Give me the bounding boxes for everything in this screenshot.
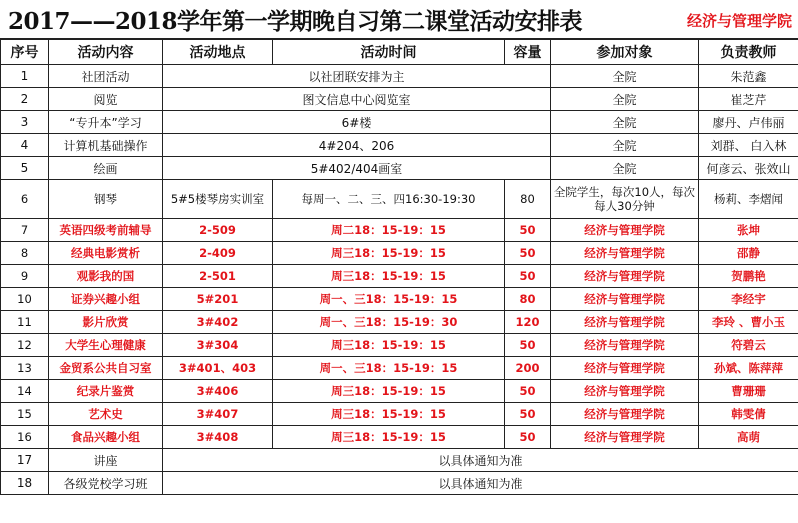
- row-capacity: 200: [505, 357, 551, 380]
- row-time: 周三18：15-19：15: [273, 334, 505, 357]
- row-location: 5#5楼琴房实训室: [163, 180, 273, 219]
- row-content: 讲座: [49, 449, 163, 472]
- row-location-time: 4#204、206: [163, 134, 551, 157]
- row-no: 14: [1, 380, 49, 403]
- row-teacher: 曹珊珊: [699, 380, 798, 403]
- row-no: 3: [1, 111, 49, 134]
- table-body: [1, 65, 798, 495]
- row-teacher: 何彦云、张效山: [699, 157, 798, 180]
- row-location: 3#401、403: [163, 357, 273, 380]
- row-location: 3#406: [163, 380, 273, 403]
- row-location-time: 6#楼: [163, 111, 551, 134]
- row-content: 观影我的国: [49, 265, 163, 288]
- schedule-table: [0, 39, 798, 495]
- row-time: 周三18：15-19：15: [273, 426, 505, 449]
- row-content: 大学生心理健康: [49, 334, 163, 357]
- row-teacher: 孙斌、陈萍萍: [699, 357, 798, 380]
- row-target: 全院: [551, 134, 699, 157]
- row-no: 6: [1, 180, 49, 219]
- row-location: 3#408: [163, 426, 273, 449]
- header-teacher: 负责教师: [699, 40, 798, 65]
- row-no: 15: [1, 403, 49, 426]
- table-row: [1, 288, 798, 311]
- table-row: [1, 403, 798, 426]
- row-no: 7: [1, 219, 49, 242]
- row-location: 3#402: [163, 311, 273, 334]
- row-location: 3#304: [163, 334, 273, 357]
- row-location: 5#201: [163, 288, 273, 311]
- table-row: [1, 357, 798, 380]
- row-no: 8: [1, 242, 49, 265]
- row-target: 经济与管理学院: [551, 242, 699, 265]
- row-no: 5: [1, 157, 49, 180]
- row-content: 食品兴趣小组: [49, 426, 163, 449]
- row-location-time: 图文信息中心阅览室: [163, 88, 551, 111]
- row-content: 艺术史: [49, 403, 163, 426]
- table-row: [1, 426, 798, 449]
- row-teacher: 邵静: [699, 242, 798, 265]
- row-teacher: 朱范鑫: [699, 65, 798, 88]
- row-target: 全院: [551, 65, 699, 88]
- row-content: 阅览: [49, 88, 163, 111]
- row-time: 周二18：15-19：15: [273, 219, 505, 242]
- row-location-time: 5#402/404画室: [163, 157, 551, 180]
- row-no: 1: [1, 65, 49, 88]
- row-capacity: 120: [505, 311, 551, 334]
- row-teacher: 李经宇: [699, 288, 798, 311]
- row-no: 4: [1, 134, 49, 157]
- row-no: 2: [1, 88, 49, 111]
- table-row: [1, 311, 798, 334]
- row-target: 经济与管理学院: [551, 219, 699, 242]
- row-content: “专升本”学习: [49, 111, 163, 134]
- row-content: 绘画: [49, 157, 163, 180]
- header-content: 活动内容: [49, 40, 163, 65]
- row-content: 英语四级考前辅导: [49, 219, 163, 242]
- header-capacity: 容量: [505, 40, 551, 65]
- row-no: 16: [1, 426, 49, 449]
- row-no: 11: [1, 311, 49, 334]
- row-target: 经济与管理学院: [551, 334, 699, 357]
- row-teacher: 符碧云: [699, 334, 798, 357]
- row-time: 周三18：15-19：15: [273, 265, 505, 288]
- row-capacity: 50: [505, 219, 551, 242]
- table-row: [1, 180, 798, 219]
- row-target: 全院: [551, 157, 699, 180]
- row-no: 12: [1, 334, 49, 357]
- row-content: 影片欣赏: [49, 311, 163, 334]
- table-row: [1, 111, 798, 134]
- row-capacity: 80: [505, 288, 551, 311]
- row-teacher: 刘群、 白入林: [699, 134, 798, 157]
- row-capacity: 50: [505, 265, 551, 288]
- row-content: 纪录片鉴赏: [49, 380, 163, 403]
- row-capacity: 50: [505, 380, 551, 403]
- header-no: 序号: [1, 40, 49, 65]
- row-target: 经济与管理学院: [551, 265, 699, 288]
- row-target: 经济与管理学院: [551, 311, 699, 334]
- row-teacher: 韩雯倩: [699, 403, 798, 426]
- department-label: 经济与管理学院: [686, 12, 792, 30]
- row-location-time: 以社团联安排为主: [163, 65, 551, 88]
- row-teacher: 张坤: [699, 219, 798, 242]
- row-target: 经济与管理学院: [551, 403, 699, 426]
- row-capacity: 50: [505, 242, 551, 265]
- row-location: 2-509: [163, 219, 273, 242]
- row-time: 周一、三18：15-19：15: [273, 288, 505, 311]
- row-time: 周三18：15-19：15: [273, 242, 505, 265]
- row-target: 经济与管理学院: [551, 288, 699, 311]
- table-row: [1, 157, 798, 180]
- header-location: 活动地点: [163, 40, 273, 65]
- table-row: [1, 134, 798, 157]
- row-teacher: 高萌: [699, 426, 798, 449]
- row-content: 钢琴: [49, 180, 163, 219]
- row-teacher: 廖丹、卢伟丽: [699, 111, 798, 134]
- row-content: 社团活动: [49, 65, 163, 88]
- row-target: 经济与管理学院: [551, 380, 699, 403]
- row-capacity: 80: [505, 180, 551, 219]
- row-no: 13: [1, 357, 49, 380]
- row-target: 全院: [551, 111, 699, 134]
- row-target: 全院学生，每次10人，每次每人30分钟: [551, 180, 699, 219]
- header-target: 参加对象: [551, 40, 699, 65]
- table-row: [1, 88, 798, 111]
- row-no: 17: [1, 449, 49, 472]
- page-title: 2017——2018学年第一学期晚自习第二课堂活动安排表: [8, 8, 583, 35]
- row-time: 周三18：15-19：15: [273, 380, 505, 403]
- row-no: 18: [1, 472, 49, 495]
- row-content: 证券兴趣小组: [49, 288, 163, 311]
- row-teacher: 杨莉、李熠闻: [699, 180, 798, 219]
- row-capacity: 50: [505, 334, 551, 357]
- row-location: 2-501: [163, 265, 273, 288]
- row-content: 计算机基础操作: [49, 134, 163, 157]
- table-row: [1, 65, 798, 88]
- row-time: 周一、三18：15-19：15: [273, 357, 505, 380]
- row-teacher: 崔芝芹: [699, 88, 798, 111]
- table-row: [1, 265, 798, 288]
- table-row: [1, 380, 798, 403]
- table-row: [1, 334, 798, 357]
- row-target: 全院: [551, 88, 699, 111]
- row-target: 经济与管理学院: [551, 426, 699, 449]
- header-time: 活动时间: [273, 40, 505, 65]
- row-no: 10: [1, 288, 49, 311]
- row-merged-note: 以具体通知为准: [163, 472, 798, 495]
- header-row: [1, 40, 798, 65]
- row-time: 周一、三18：15-19：30: [273, 311, 505, 334]
- row-time: 周三18：15-19：15: [273, 403, 505, 426]
- row-capacity: 50: [505, 426, 551, 449]
- table-row: [1, 219, 798, 242]
- row-location: 3#407: [163, 403, 273, 426]
- row-merged-note: 以具体通知为准: [163, 449, 798, 472]
- row-no: 9: [1, 265, 49, 288]
- row-content: 各级党校学习班: [49, 472, 163, 495]
- table-row: [1, 449, 798, 472]
- row-teacher: 贺鹏艳: [699, 265, 798, 288]
- row-time: 每周一、二、三、四16:30-19:30: [273, 180, 505, 219]
- table-row: [1, 472, 798, 495]
- row-target: 经济与管理学院: [551, 357, 699, 380]
- row-capacity: 50: [505, 403, 551, 426]
- table-row: [1, 242, 798, 265]
- title-bar: [0, 0, 798, 39]
- row-teacher: 李玲 、曹小玉: [699, 311, 798, 334]
- row-location: 2-409: [163, 242, 273, 265]
- row-content: 经典电影赏析: [49, 242, 163, 265]
- row-content: 金贸系公共自习室: [49, 357, 163, 380]
